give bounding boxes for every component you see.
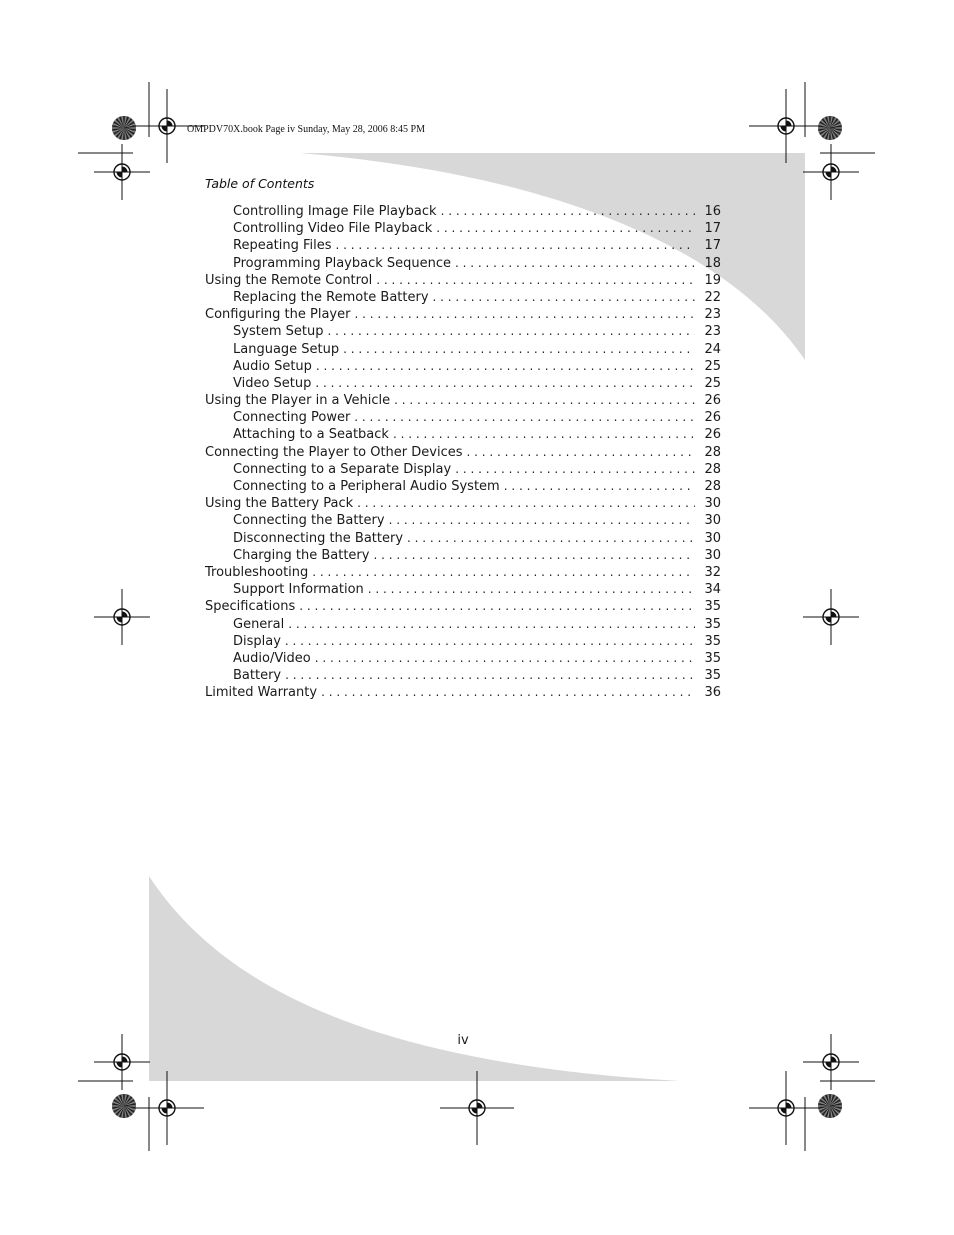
dot-leader	[288, 616, 695, 633]
registration-crosshair-icon	[803, 144, 859, 200]
toc-entry[interactable]	[205, 255, 721, 272]
dot-leader	[441, 203, 695, 220]
toc-entry[interactable]	[205, 289, 721, 306]
toc-entry[interactable]	[205, 323, 721, 340]
toc-entry[interactable]	[205, 495, 721, 512]
toc-entry-page: 35	[704, 668, 721, 684]
toc-entry[interactable]	[205, 684, 721, 701]
registration-starburst-icon	[818, 116, 842, 140]
toc-entry-title: Connecting to a Peripheral Audio System	[233, 479, 500, 494]
toc-entry-title: Display	[233, 633, 281, 649]
dot-leader	[321, 684, 695, 701]
toc-entry-title: Controlling Image File Playback	[233, 204, 437, 219]
toc-entry-page: 28	[704, 461, 721, 477]
toc-entry[interactable]	[205, 650, 721, 667]
toc-entry[interactable]	[205, 375, 721, 392]
toc-entry-page: 19	[704, 272, 721, 288]
dot-leader	[407, 530, 695, 547]
dot-leader	[354, 306, 695, 323]
toc-entry-title: Connecting Power	[233, 410, 351, 426]
toc-entry-title: Replacing the Remote Battery	[233, 289, 429, 305]
bottom-swoosh-shape	[149, 876, 680, 1081]
toc-entry[interactable]	[205, 341, 721, 358]
toc-entry[interactable]	[205, 581, 721, 598]
dot-leader	[433, 289, 695, 306]
toc-entry-title: Video Setup	[233, 375, 312, 391]
toc-entry-page: 26	[704, 427, 721, 443]
toc-entry-title: Connecting to a Separate Display	[233, 461, 452, 477]
dot-leader	[312, 564, 695, 581]
toc-entry-page: 23	[704, 307, 721, 323]
registration-crosshair-icon	[803, 589, 859, 645]
toc-entry-title: Controlling Video File Playback	[233, 221, 433, 237]
toc-entry[interactable]	[205, 530, 721, 547]
toc-entry[interactable]	[205, 203, 721, 220]
dot-leader	[343, 341, 695, 358]
dot-leader	[394, 392, 695, 409]
page-number: iv	[457, 1033, 469, 1048]
toc-entry-page: 25	[704, 375, 721, 391]
toc-entry[interactable]	[205, 616, 721, 633]
toc-entry-title: Using the Battery Pack	[205, 496, 354, 512]
toc-entry-title: Disconnecting the Battery	[233, 530, 404, 546]
toc-entry-page: 30	[704, 530, 721, 546]
toc-entry[interactable]	[205, 272, 721, 289]
toc-entry-title: Configuring the Player	[205, 307, 351, 323]
toc-entry-title: Attaching to a Seatback	[233, 427, 389, 443]
toc-entry[interactable]	[205, 306, 721, 323]
toc-entry-page: 26	[704, 393, 721, 409]
toc-entry-page: 24	[704, 341, 721, 357]
toc-entry-title: Charging the Battery	[233, 547, 370, 563]
toc-entry[interactable]	[205, 478, 721, 495]
registration-starburst-icon	[112, 116, 136, 140]
toc-entry[interactable]	[205, 220, 721, 237]
toc-entry-page: 17	[704, 221, 721, 237]
dot-leader	[354, 409, 695, 426]
toc-entry-title: System Setup	[233, 324, 324, 340]
toc-entry-title: Connecting the Battery	[233, 513, 385, 529]
toc-entry-title: Specifications	[205, 599, 296, 615]
registration-starburst-icon	[818, 1094, 842, 1118]
dot-leader	[376, 272, 695, 289]
dot-leader	[373, 547, 695, 564]
toc-entry[interactable]	[205, 633, 721, 650]
registration-crosshair-icon	[94, 1034, 150, 1090]
toc-entry[interactable]	[205, 667, 721, 684]
toc-entry-title: Language Setup	[233, 341, 340, 357]
toc-entry[interactable]	[205, 461, 721, 478]
toc-entry[interactable]	[205, 547, 721, 564]
registration-crosshair-icon	[94, 144, 150, 200]
toc-entry-page: 28	[704, 479, 721, 494]
toc-entry-title: Repeating Files	[233, 238, 332, 254]
toc-entry-page: 36	[704, 685, 721, 701]
dot-leader	[316, 358, 695, 375]
dot-leader	[504, 478, 695, 495]
toc-entry-page: 30	[704, 547, 721, 563]
registration-crosshair-icon	[749, 89, 823, 163]
toc-entry-title: Battery	[233, 668, 282, 684]
toc-entry-page: 30	[704, 513, 721, 529]
dot-leader	[285, 633, 695, 650]
toc-entry-page: 34	[704, 582, 721, 598]
toc-entry-page: 26	[704, 410, 721, 426]
toc-entry-page: 18	[704, 255, 721, 271]
registration-crosshair-icon	[94, 589, 150, 645]
toc-entry-title: Audio/Video	[233, 650, 311, 666]
toc-entry[interactable]	[205, 358, 721, 375]
toc-entry-title: Using the Remote Control	[205, 272, 373, 288]
file-slug-header: OMPDV70X.book Page iv Sunday, May 28, 2006 8:45 PM	[187, 124, 425, 135]
toc-entry-page: 25	[704, 358, 721, 374]
toc-entry-page: 30	[704, 496, 721, 512]
toc-entry-title: Connecting the Player to Other Devices	[205, 444, 463, 460]
toc-entry-page: 35	[704, 650, 721, 666]
toc-entry-page: 23	[704, 324, 721, 340]
toc-entry[interactable]	[205, 598, 721, 615]
dot-leader	[393, 426, 695, 443]
toc-entry-title: General	[233, 616, 285, 632]
dot-leader	[285, 667, 695, 684]
toc-entry-page: 35	[704, 633, 721, 649]
registration-crosshair-icon	[130, 1071, 204, 1145]
toc-entry-title: Limited Warranty	[205, 685, 318, 701]
toc-entry[interactable]	[205, 444, 721, 461]
toc-entry-page: 16	[704, 204, 721, 219]
toc-entry[interactable]	[205, 564, 721, 581]
toc-entry-page: 17	[704, 238, 721, 254]
registration-crosshair-icon	[803, 1034, 859, 1090]
toc-entry-page: 35	[704, 616, 721, 632]
dot-leader	[299, 598, 695, 615]
toc-entry[interactable]	[205, 409, 721, 426]
registration-starburst-icon	[112, 1094, 136, 1118]
running-head: Table of Contents	[205, 176, 315, 191]
toc-entry-title: Using the Player in a Vehicle	[205, 393, 391, 409]
toc-entry[interactable]	[205, 237, 721, 254]
toc-entry-page: 28	[704, 444, 721, 460]
dot-leader	[455, 461, 695, 478]
dot-leader	[315, 375, 695, 392]
toc-entry-page: 35	[704, 599, 721, 615]
toc-entry-page: 32	[704, 564, 721, 580]
dot-leader	[336, 237, 695, 254]
registration-crosshair-icon	[440, 1071, 514, 1145]
dot-leader	[357, 495, 695, 512]
toc-entry-title: Programming Playback Sequence	[233, 255, 452, 271]
registration-crosshair-icon	[749, 1071, 823, 1145]
toc-entry-page: 22	[704, 289, 721, 305]
dot-leader	[389, 512, 695, 529]
dot-leader	[315, 650, 695, 667]
dot-leader	[327, 323, 695, 340]
toc-entry-title: Audio Setup	[233, 358, 312, 374]
toc-entry-title: Support Information	[233, 582, 364, 598]
toc-entry[interactable]	[205, 426, 721, 443]
toc-entry[interactable]	[205, 512, 721, 529]
toc-entry[interactable]	[205, 392, 721, 409]
dot-leader	[436, 220, 695, 237]
table-of-contents	[205, 203, 721, 701]
dot-leader	[467, 444, 696, 461]
dot-leader	[455, 255, 695, 272]
toc-entry-title: Troubleshooting	[205, 564, 309, 580]
dot-leader	[368, 581, 695, 598]
